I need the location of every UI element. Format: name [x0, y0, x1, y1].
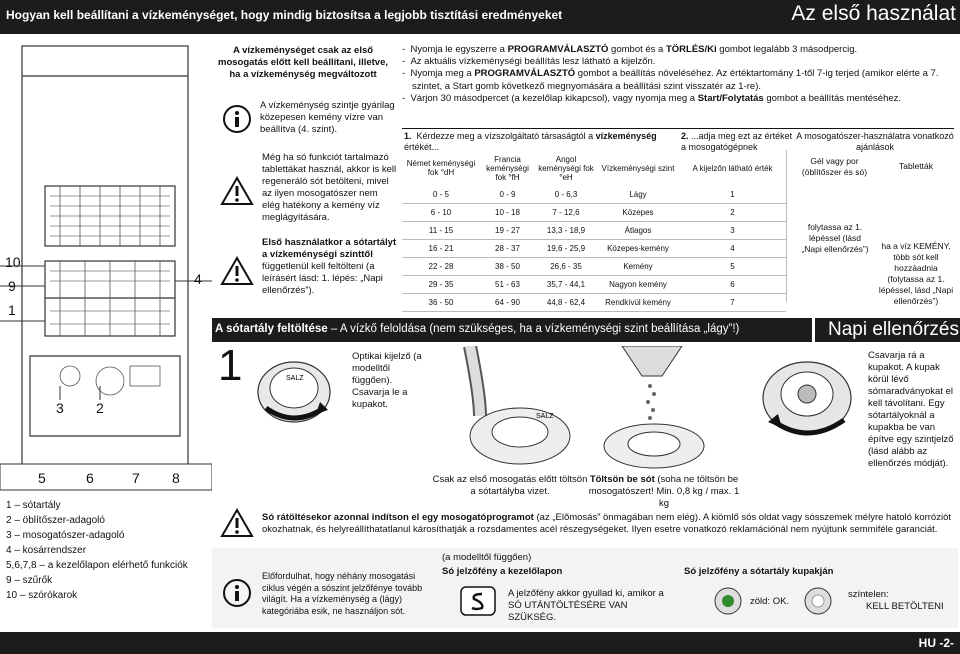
refill-needed-label: KELL BETÖLTENI: [866, 601, 944, 612]
table-row: 6 - 10 10 - 18 7 - 12,6 Közepes 2: [402, 204, 786, 222]
green-indicator-icon: [710, 586, 746, 616]
col-header: Tabletták: [898, 161, 934, 171]
col-header: A kijelzőn látható érték: [692, 163, 773, 173]
salt-corrosion-warning: Só rátöltésekor azonnal indítson el egy mosogatóprogramot (az „Előmosás” önmagában nem elég). A kiömlő sós oldat vagy sósszemek mélyre hatoló korróziót okozhatnak, és helyreállíthatatlanul károsíthatják a rozsdamentes acél részegységeket. Ilyen esetre vonatkozó reklamációnál nem nyújtunk semmiféle garanciát.: [262, 512, 951, 535]
col-header: Gél vagy por (öblítőszer és só): [801, 156, 868, 177]
callout-8: 8: [172, 470, 180, 486]
info-icon: [222, 104, 252, 134]
table-row: 29 - 35 51 - 63 35,7 - 44,1 Nagyon kemény 6: [402, 276, 786, 294]
legend-item: 4 – kosárrendszer: [6, 545, 87, 556]
step-number: 1: [218, 341, 243, 390]
salt-cap-screw-illustration: [752, 350, 862, 470]
info-factory-setting: A vízkeménység szintje gyárilag közepesen kemény vízre van beállítva (4. szint).: [260, 100, 395, 135]
warning-first-use-bold: Első használatkor a sótartályt a vízkeménységi szinttől: [262, 237, 397, 260]
callout-5: 5: [38, 470, 46, 486]
callout-9: 9: [8, 278, 16, 294]
salt-light-note: Előfordulhat, hogy néhány mosogatási ciklus végén a sószint jelzőfénye tovább világít. Ha a vízkeménység a (lágy) kategóriába esik, ne használjon sót.: [262, 571, 423, 616]
table-divider: [786, 150, 787, 302]
page-title: Hogyan kell beállítani a vízkeménységet, hogy mindig biztosítsa a legjobb tisztítási eredményeket: [6, 8, 563, 22]
salt-section-title: A sótartály feltöltése – A vízkő feloldása (nem szükséges, ha a vízkeménységi szint beállítása „lágy”!): [215, 323, 740, 335]
colorless-label: színtelen:: [848, 589, 889, 600]
warning-icon: [220, 256, 254, 286]
warning-salt-tablets: Még ha só funkciót tartalmazó tablettákat használ, akkor is kell regeneráló sót betölteni, mivel az ilyen mosogatószer nem elég hatékony a kemény víz meglágyítására.: [262, 152, 397, 223]
col-header: Vízkeménységi szint: [601, 163, 675, 173]
col-header: Német keménységi fok °dH: [406, 159, 476, 177]
warning-icon: [220, 176, 254, 206]
callout-3: 3: [56, 400, 64, 416]
dishwasher-illustration: [0, 36, 212, 492]
table-row: 36 - 50 64 - 90 44,8 - 62,4 Rendkívül kemény 7: [402, 294, 786, 312]
step-4: - Várjon 30 másodpercet (a kezelőlap kikapcsol), vagy nyomja meg a Start/Folytatás gombot a beállítás mentéséhez.: [402, 92, 902, 104]
fill-salt-illustration: [592, 346, 716, 472]
callout-7: 7: [132, 470, 140, 486]
legend-item: 3 – mosogatószer-adagoló: [6, 530, 125, 541]
panel-light-text: A jelzőfény akkor gyullad ki, amikor a SÓ UTÁNTÖLTÉSÉRE VAN SZÜKSÉG.: [508, 588, 664, 623]
table-question-1: 1. Kérdezze meg a vízszolgáltató társaságtól a vízkeménység értékét...: [404, 131, 657, 152]
daily-check-title: Napi ellenőrzés: [828, 319, 959, 340]
table-question-3: A mosogatószer-használatra vonatkozó ajánlások: [796, 131, 954, 152]
step-3: - Nyomja meg a PROGRAMVÁLASZTÓ gombot a beállítás növeléséhez. Az értéktartomány 1-től 7-ig terjed (amikor elérte a 7. szintet, a Start gomb következő megnyomására a beállítási szint visszatér az 1-re).: [402, 68, 939, 92]
optical-indicator-note: Optikai kijelző (a modelltől függően). Csavarja le a kupakot.: [352, 351, 422, 410]
callout-2: 2: [96, 400, 104, 416]
callout-10: 10: [5, 254, 21, 270]
callout-1: 1: [8, 302, 16, 318]
salt-cap-unscrew-illustration: [248, 350, 340, 430]
col-header: Angol keménységi fok °eH: [538, 154, 594, 182]
warning-first-use: [262, 237, 397, 297]
legend-item: 5,6,7,8 – a kezelőlapon elérhető funkciók: [6, 560, 188, 571]
parts-legend: [6, 498, 211, 603]
gel-recommendation: folytassa az 1. lépéssel (lásd „Napi ellenőrzés”): [801, 222, 869, 254]
footer-bar: [0, 632, 960, 654]
col-header: Francia keménységi fok °fH: [486, 154, 529, 182]
hardness-heading: A vízkeménységet csak az első mosogatás előtt kell beállítani, illetve, ha a vízkeménység megváltozott: [218, 45, 388, 80]
fill-water-illustration: [430, 346, 590, 472]
table-question-2: 2. ...adja meg ezt az értéket a mosogatógépnek: [681, 131, 793, 152]
daily-check-text: Csavarja rá a kupakot. A kupak körül lévő sómaradványokat el kell távolítani. Egy sótartályoknál a kupakba be van építve egy szintjelző (lásd alább az ellenőrzés módját).: [868, 350, 954, 469]
table-row: 11 - 15 19 - 27 13,3 - 18,9 Átlagos 3: [402, 222, 786, 240]
legend-item: 10 – szórókarok: [6, 590, 78, 601]
table-row: 16 - 21 28 - 37 19,6 - 25,9 Közepes-kemény 4: [402, 240, 786, 258]
cap-light-title: Só jelzőfény a sótartály kupakján: [684, 566, 834, 577]
warning-icon: [220, 508, 254, 538]
cap-label: SALZ: [286, 375, 304, 382]
callout-6: 6: [86, 470, 94, 486]
green-ok-label: zöld: OK.: [750, 596, 790, 607]
legend-item: 1 – sótartály: [6, 500, 61, 511]
panel-light-title: Só jelzőfény a kezelőlapon: [442, 566, 563, 577]
salt-fill-caption: Töltsön be sót (soha ne töltsön be mosogatószert! Min. 0,8 kg / max. 1 kg: [588, 474, 740, 509]
step-1: - Nyomja le egyszerre a PROGRAMVÁLASZTÓ gombot és a TÖRLÉS/Ki gombot legalább 3 másodpercig.: [402, 44, 858, 55]
salt-indicator-icon: [460, 586, 496, 616]
hardness-table: [402, 150, 786, 312]
callout-4: 4: [194, 271, 202, 287]
warning-first-use-text: függetlenül kell feltölteni (a leírásért lásd: 1. lépés: „Napi ellenőrzés”).: [262, 261, 383, 296]
water-fill-caption: Csak az első mosogatás előtt töltsön a sótartályba vizet.: [432, 474, 588, 497]
model-dependent-note: (a modelltől függően): [442, 552, 532, 563]
colorless-indicator-icon: [800, 586, 836, 616]
table-row: 22 - 28 38 - 50 26,6 - 35 Kemény 5: [402, 258, 786, 276]
cap-label: SALZ: [536, 413, 554, 420]
step-2: - Az aktuális vízkeménységi beállítás lesz látható a kijelzőn.: [402, 56, 656, 68]
settings-steps: [402, 44, 954, 105]
section-title: Az első használat: [791, 2, 956, 25]
legend-item: 2 – öblítőszer-adagoló: [6, 515, 105, 526]
page-number: HU -2-: [918, 636, 954, 650]
table-row: 0 - 5 0 - 9 0 - 6,3 Lágy 1: [402, 186, 786, 204]
info-icon: [222, 578, 252, 608]
legend-item: 9 – szűrők: [6, 575, 53, 586]
table-top-rule: [402, 128, 954, 129]
tablet-recommendation: ha a víz KEMÉNY, több sót kell hozzáadnia (folytassa az 1. lépéssel, lásd „Napi ellenőrzés”): [878, 241, 954, 306]
